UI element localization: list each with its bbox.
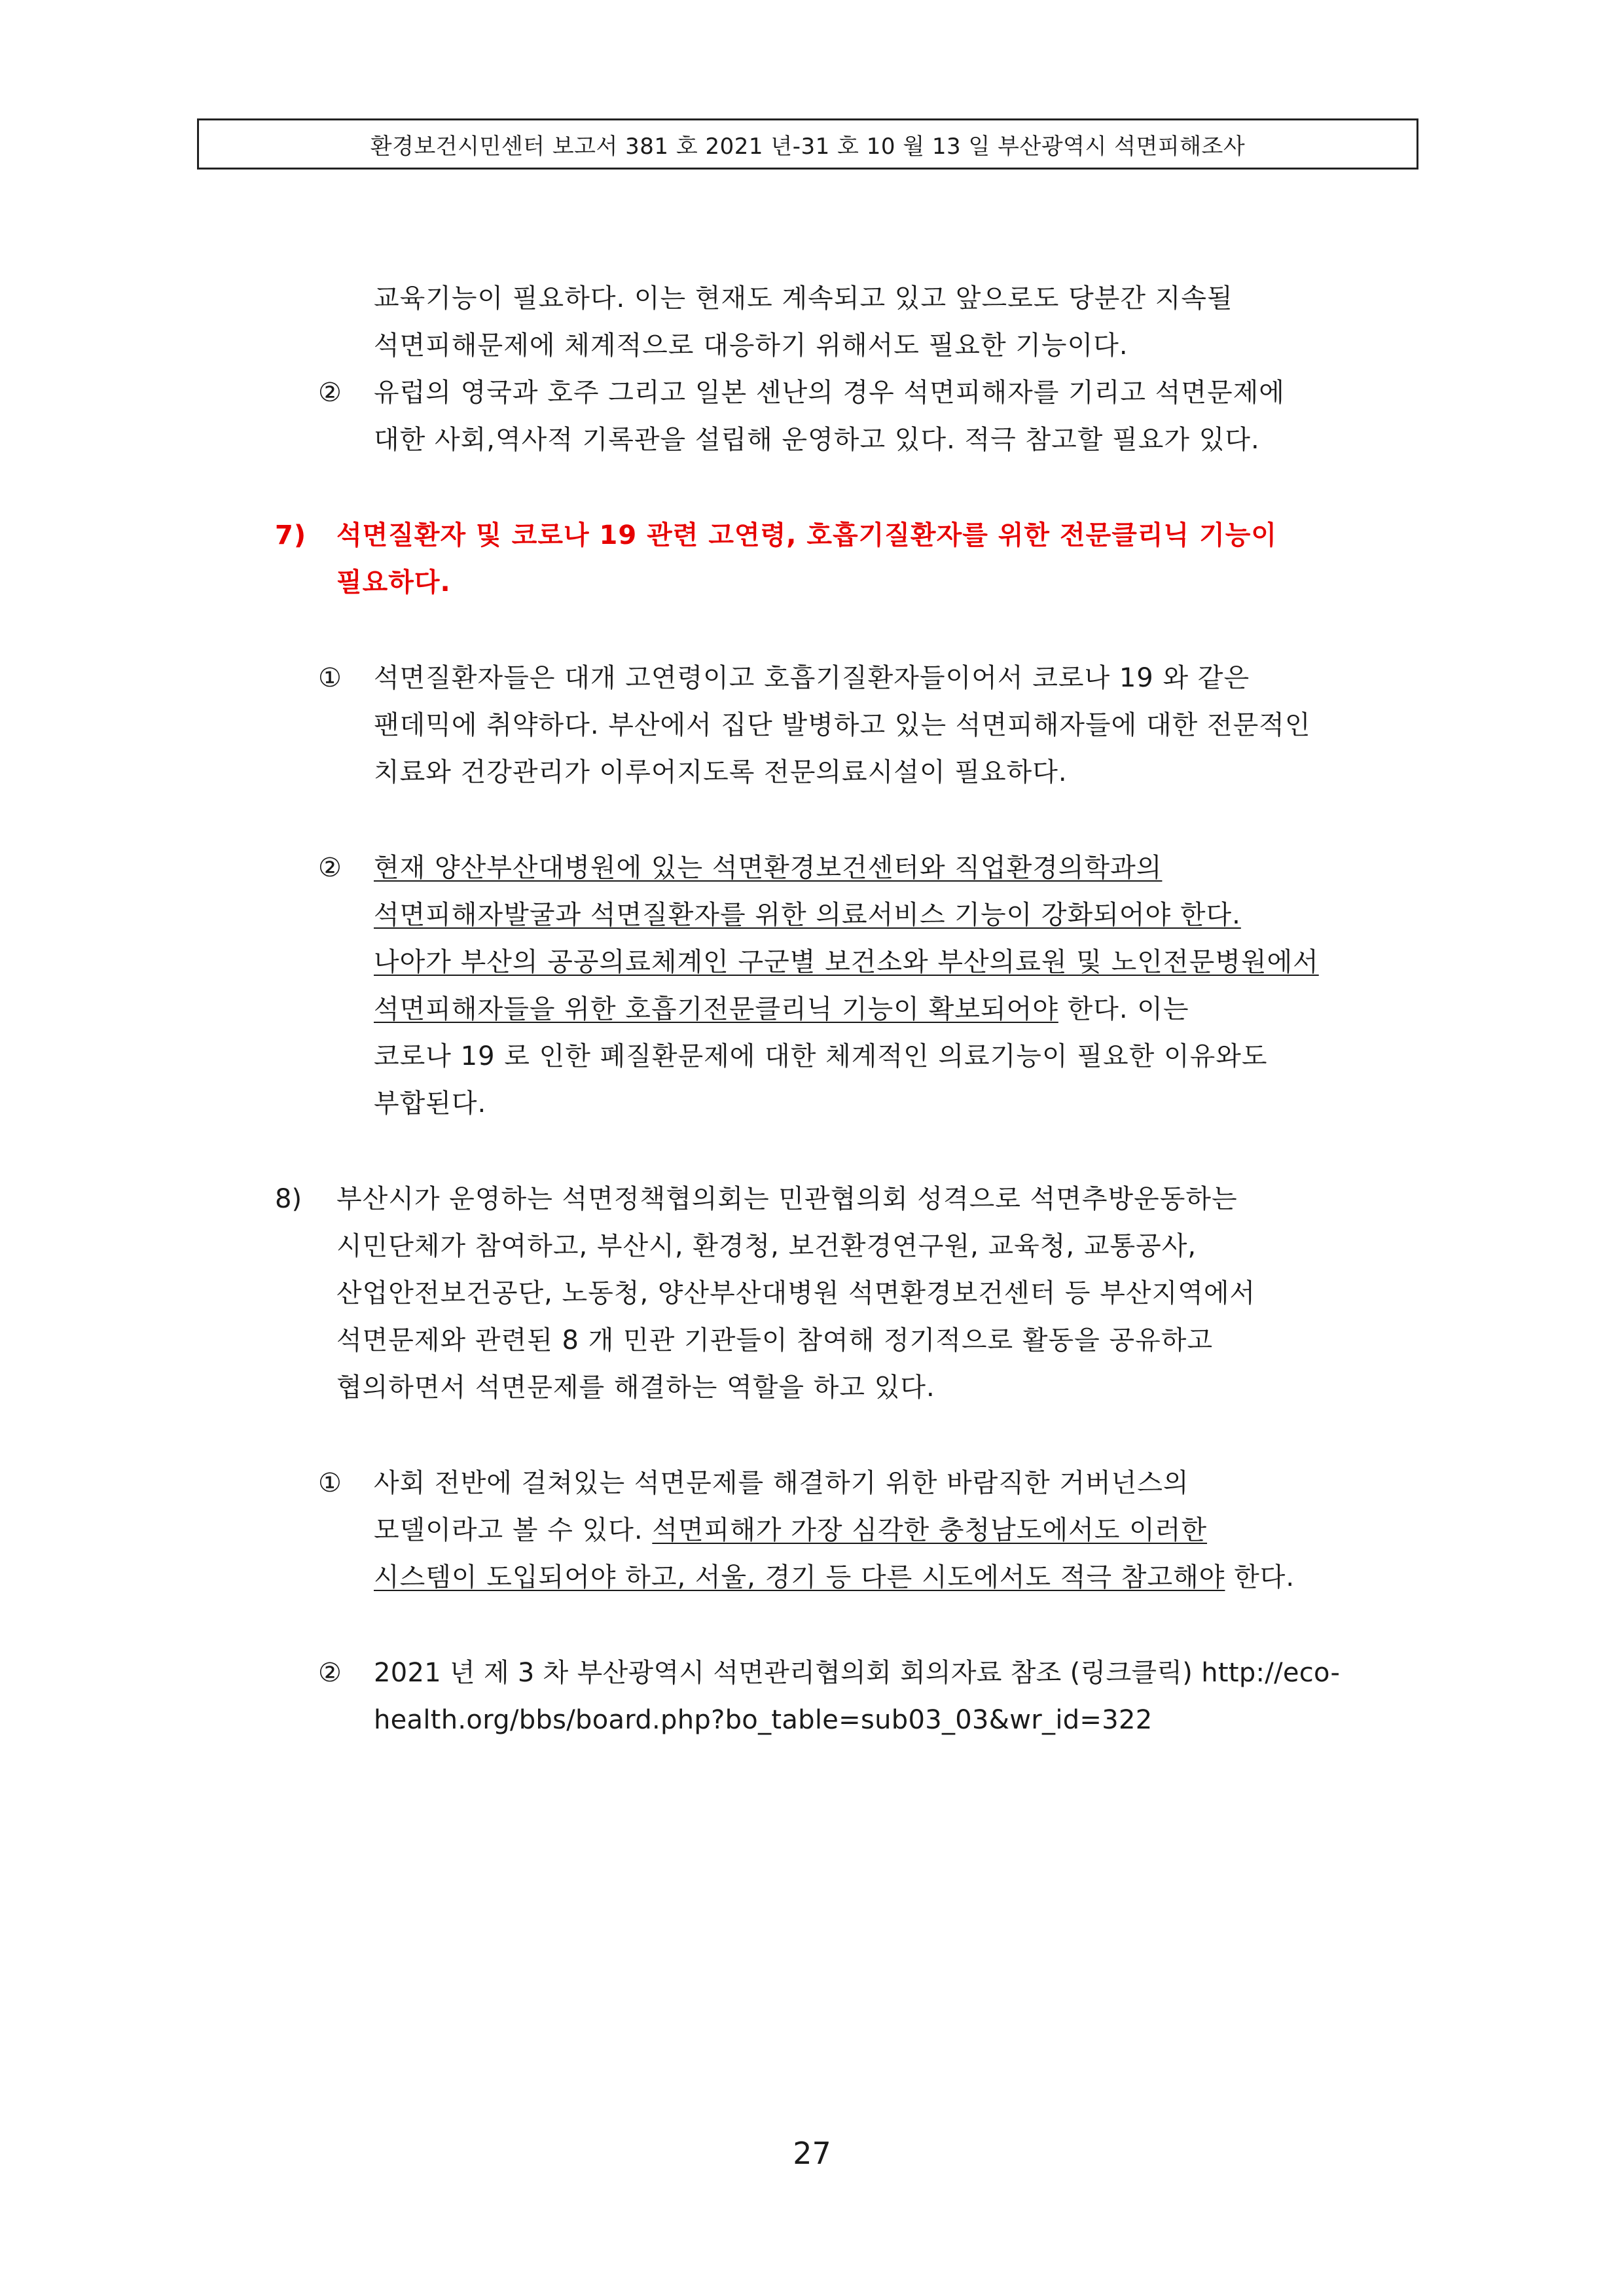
underlined-line: 석면피해자발굴과 석면질환자를 위한 의료서비스 기능이 강화되어야 한다. [374,900,1241,930]
paragraph-line: 2021 년 제 3 차 부산광역시 석면관리협의회 회의자료 참조 (링크클릭) http://eco- [374,1658,1341,1688]
section-heading: 석면질환자 및 코로나 19 관련 고연령, 호흡기질환자를 위한 전문클리닉 기능이 [336,520,1278,550]
paragraph-line: 코로나 19 로 인한 폐질환문제에 대한 체계적인 의료기능이 필요한 이유와도 [374,1041,1268,1071]
circled-marker: ① [318,663,342,693]
paragraph-line: 부산시가 운영하는 석면정책협의회는 민관협의회 성격으로 석면추방운동하는 [336,1184,1238,1214]
report-header [197,118,1418,170]
section-number: 8) [275,1184,302,1214]
section-number: 7) [275,520,307,550]
section-heading-continued: 필요하다. [336,567,451,598]
plain-phrase: 모델이라고 볼 수 있다. [374,1515,653,1545]
paragraph-line [374,991,1189,1028]
paragraph-line: 치료와 건강관리가 이루어지도록 전문의료시설이 필요하다. [374,757,1068,787]
underlined-line: 현재 양산부산대병원에 있는 석면환경보건센터와 직업환경의학과의 [374,853,1163,883]
underlined-phrase: 석면피해가 가장 심각한 충청남도에서도 이러한 [652,1515,1208,1545]
paragraph-line: 산업안전보건공단, 노동청, 양산부산대병원 석면환경보건센터 등 부산지역에서 [336,1278,1256,1308]
circled-marker: ① [318,1468,342,1498]
underlined-phrase: 석면피해자들을 위한 호흡기전문클리닉 기능이 확보되어야 [374,994,1058,1024]
circled-marker: ② [318,1658,342,1688]
paragraph-line: 석면문제와 관련된 8 개 민관 기관들이 참여해 정기적으로 활동을 공유하고 [336,1325,1214,1355]
continuation-line-2: 석면피해문제에 체계적으로 대응하기 위해서도 필요한 기능이다. [374,331,1128,361]
paragraph-line [374,1559,1295,1596]
paragraph-line: 대한 사회,역사적 기록관을 설립해 운영하고 있다. 적극 참고할 필요가 있다. [374,425,1260,455]
plain-phrase: 한다. 이는 [1058,994,1189,1024]
paragraph-line [374,1512,1207,1549]
paragraph-line: 팬데믹에 취약하다. 부산에서 집단 발병하고 있는 석면피해자들에 대한 전문적인 [374,710,1311,740]
reference-link[interactable]: health.org/bbs/board.php?bo_table=sub03_03&wr_id=322 [374,1705,1153,1735]
continuation-line-1: 교육기능이 필요하다. 이는 현재도 계속되고 있고 앞으로도 당분간 지속될 [374,283,1233,314]
circled-marker: ② [318,378,342,408]
underlined-line: 나아가 부산의 공공의료체계인 구군별 보건소와 부산의료원 및 노인전문병원에서 [374,947,1319,977]
report-header-text: 환경보건시민센터 보고서 381 호 2021 년-31 호 10 월 13 일 부산광역시 석면피해조사 [370,133,1246,160]
paragraph-line: 협의하면서 석면문제를 해결하는 역할을 하고 있다. [336,1372,935,1403]
paragraph-line: 사회 전반에 걸쳐있는 석면문제를 해결하기 위한 바람직한 거버넌스의 [374,1468,1189,1498]
paragraph-line: 시민단체가 참여하고, 부산시, 환경청, 보건환경연구원, 교육청, 교통공사, [336,1231,1197,1261]
page-number: 27 [793,2136,831,2171]
paragraph-line: 유럽의 영국과 호주 그리고 일본 센난의 경우 석면피해자를 기리고 석면문제에 [374,378,1285,408]
paragraph-line: 석면질환자들은 대개 고연령이고 호흡기질환자들이어서 코로나 19 와 같은 [374,663,1250,693]
paragraph-line: 부합된다. [374,1088,487,1119]
circled-marker: ② [318,853,342,883]
underlined-phrase: 시스템이 도입되어야 하고, 서울, 경기 등 다른 시도에서도 적극 참고해야 [374,1562,1225,1592]
plain-phrase: 한다. [1225,1562,1295,1592]
